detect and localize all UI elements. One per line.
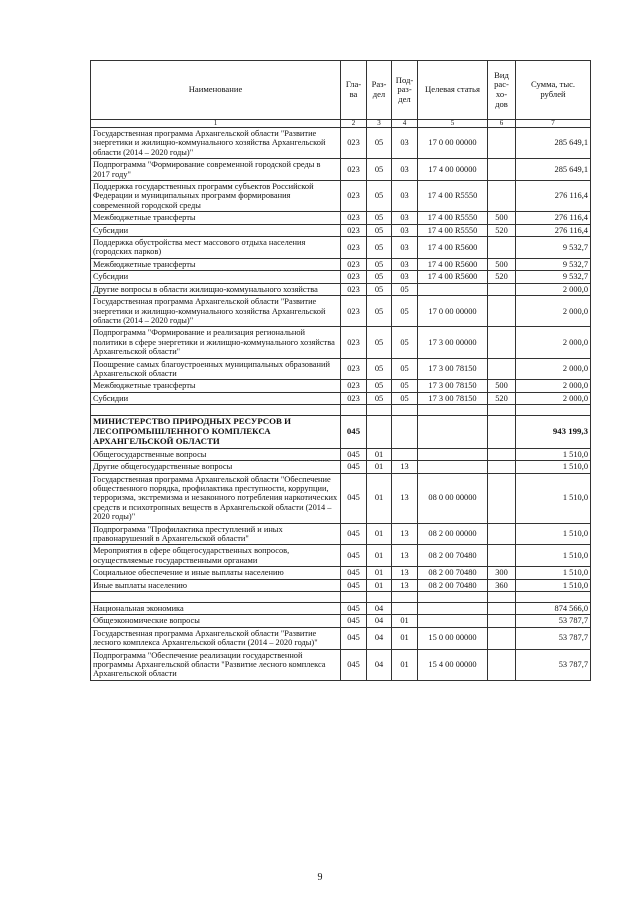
cell-podrazdel: 13	[392, 461, 418, 473]
cell-statya: 17 3 00 78150	[418, 380, 488, 392]
header-podrazdel: Под-раз-дел	[392, 61, 418, 120]
cell-vid	[488, 296, 516, 327]
column-number: 1	[91, 120, 341, 128]
cell-glava: 045	[341, 523, 367, 545]
cell-summa: 1 510,0	[516, 448, 591, 460]
cell-summa: 2 000,0	[516, 380, 591, 392]
cell-glava: 045	[341, 416, 367, 449]
cell-name: МИНИСТЕРСТВО ПРИРОДНЫХ РЕСУРСОВ И ЛЕСОПРОМЫШЛЕННОГО КОМПЛЕКСА АРХАНГЕЛЬСКОЙ ОБЛАСТИ	[91, 416, 341, 449]
cell-glava: 023	[341, 327, 367, 358]
cell-glava: 045	[341, 567, 367, 579]
cell-vid	[488, 545, 516, 567]
column-number: 2	[341, 120, 367, 128]
blank-cell	[367, 405, 392, 416]
blank-cell	[418, 405, 488, 416]
cell-podrazdel	[392, 416, 418, 449]
table-row	[91, 416, 591, 449]
cell-summa: 53 787,7	[516, 649, 591, 680]
table-row	[91, 448, 591, 460]
cell-podrazdel	[392, 448, 418, 460]
budget-table	[90, 60, 591, 681]
column-number: 5	[418, 120, 488, 128]
cell-glava: 045	[341, 545, 367, 567]
cell-summa: 276 116,4	[516, 224, 591, 236]
table-row	[91, 602, 591, 614]
cell-name: Иные выплаты населению	[91, 579, 341, 591]
cell-glava: 023	[341, 380, 367, 392]
cell-statya: 17 3 00 78150	[418, 358, 488, 380]
cell-podrazdel: 03	[392, 212, 418, 224]
cell-statya	[418, 461, 488, 473]
cell-podrazdel: 01	[392, 627, 418, 649]
cell-summa: 1 510,0	[516, 523, 591, 545]
table-row	[91, 473, 591, 523]
cell-podrazdel: 05	[392, 283, 418, 295]
cell-statya: 17 4 00 R5550	[418, 212, 488, 224]
cell-razdel: 05	[367, 358, 392, 380]
blank-cell	[488, 405, 516, 416]
cell-razdel: 05	[367, 392, 392, 404]
cell-vid	[488, 327, 516, 358]
cell-glava: 023	[341, 128, 367, 159]
cell-podrazdel: 03	[392, 159, 418, 181]
column-number: 4	[392, 120, 418, 128]
cell-summa: 1 510,0	[516, 473, 591, 523]
cell-razdel: 05	[367, 212, 392, 224]
cell-summa: 53 787,7	[516, 615, 591, 627]
cell-glava: 045	[341, 602, 367, 614]
cell-podrazdel: 03	[392, 237, 418, 259]
cell-summa: 874 566,0	[516, 602, 591, 614]
cell-vid	[488, 358, 516, 380]
cell-name: Государственная программа Архангельской области "Развитие энергетики и жилищно-коммунального хозяйства Архангельской области (2014 – 2020 годы)"	[91, 296, 341, 327]
cell-glava: 023	[341, 358, 367, 380]
cell-statya: 08 2 00 70480	[418, 545, 488, 567]
cell-razdel: 05	[367, 283, 392, 295]
cell-vid	[488, 602, 516, 614]
cell-podrazdel: 05	[392, 327, 418, 358]
cell-razdel: 04	[367, 649, 392, 680]
blank-row	[91, 405, 591, 416]
header-name: Наименование	[91, 61, 341, 120]
cell-vid: 300	[488, 567, 516, 579]
cell-razdel: 01	[367, 461, 392, 473]
cell-name: Государственная программа Архангельской области "Развитие энергетики и жилищно-коммунального хозяйства Архангельской области (2014 – 2020 годы)"	[91, 128, 341, 159]
cell-summa: 2 000,0	[516, 296, 591, 327]
cell-glava: 023	[341, 237, 367, 259]
cell-summa: 1 510,0	[516, 461, 591, 473]
cell-razdel: 05	[367, 128, 392, 159]
cell-vid	[488, 416, 516, 449]
cell-razdel: 01	[367, 545, 392, 567]
cell-vid	[488, 159, 516, 181]
cell-statya: 08 2 00 70480	[418, 579, 488, 591]
header-vid: Вид рас-хо-дов	[488, 61, 516, 120]
table-row	[91, 271, 591, 283]
cell-razdel: 05	[367, 271, 392, 283]
cell-razdel: 04	[367, 602, 392, 614]
cell-name: Национальная экономика	[91, 602, 341, 614]
cell-name: Мероприятия в сфере общегосударственных вопросов, осуществляемые государственными органами	[91, 545, 341, 567]
cell-glava: 023	[341, 181, 367, 212]
cell-razdel: 01	[367, 579, 392, 591]
column-number: 6	[488, 120, 516, 128]
cell-podrazdel: 05	[392, 392, 418, 404]
cell-glava: 045	[341, 579, 367, 591]
cell-name: Подпрограмма "Формирование современной городской среды в 2017 году"	[91, 159, 341, 181]
cell-razdel: 01	[367, 523, 392, 545]
table-row	[91, 615, 591, 627]
blank-cell	[392, 405, 418, 416]
cell-vid	[488, 128, 516, 159]
cell-podrazdel	[392, 602, 418, 614]
cell-razdel: 05	[367, 296, 392, 327]
cell-podrazdel: 01	[392, 615, 418, 627]
table-row	[91, 181, 591, 212]
cell-summa: 1 510,0	[516, 567, 591, 579]
table-row	[91, 258, 591, 270]
cell-summa: 2 000,0	[516, 358, 591, 380]
column-number-row	[91, 120, 591, 128]
cell-glava: 023	[341, 392, 367, 404]
cell-glava: 023	[341, 212, 367, 224]
cell-summa: 276 116,4	[516, 181, 591, 212]
blank-cell	[516, 405, 591, 416]
header-glava: Гла-ва	[341, 61, 367, 120]
cell-vid	[488, 283, 516, 295]
table-row	[91, 159, 591, 181]
cell-glava: 023	[341, 271, 367, 283]
cell-podrazdel: 13	[392, 523, 418, 545]
cell-statya	[418, 283, 488, 295]
cell-podrazdel: 03	[392, 258, 418, 270]
blank-row	[91, 591, 591, 602]
cell-vid	[488, 473, 516, 523]
cell-summa: 2 000,0	[516, 327, 591, 358]
cell-name: Социальное обеспечение и иные выплаты населению	[91, 567, 341, 579]
cell-glava: 045	[341, 627, 367, 649]
page-number: 9	[317, 872, 323, 883]
cell-name: Общеэкономические вопросы	[91, 615, 341, 627]
cell-razdel: 05	[367, 258, 392, 270]
cell-podrazdel: 13	[392, 473, 418, 523]
table-row	[91, 224, 591, 236]
cell-statya	[418, 448, 488, 460]
cell-summa: 1 510,0	[516, 579, 591, 591]
cell-summa: 2 000,0	[516, 283, 591, 295]
cell-name: Другие вопросы в области жилищно-коммунального хозяйства	[91, 283, 341, 295]
cell-name: Субсидии	[91, 224, 341, 236]
cell-razdel: 01	[367, 448, 392, 460]
cell-glava: 023	[341, 224, 367, 236]
cell-name: Субсидии	[91, 392, 341, 404]
cell-podrazdel: 13	[392, 579, 418, 591]
cell-glava: 023	[341, 283, 367, 295]
cell-glava: 023	[341, 159, 367, 181]
table-row	[91, 579, 591, 591]
cell-glava: 045	[341, 615, 367, 627]
blank-cell	[392, 591, 418, 602]
cell-razdel: 05	[367, 327, 392, 358]
cell-razdel: 01	[367, 567, 392, 579]
cell-name: Межбюджетные трансферты	[91, 258, 341, 270]
cell-statya: 17 3 00 00000	[418, 327, 488, 358]
cell-vid: 500	[488, 380, 516, 392]
cell-glava: 045	[341, 448, 367, 460]
cell-glava: 023	[341, 258, 367, 270]
cell-podrazdel: 05	[392, 296, 418, 327]
table-row	[91, 358, 591, 380]
table-row	[91, 237, 591, 259]
cell-statya	[418, 602, 488, 614]
cell-podrazdel: 03	[392, 224, 418, 236]
cell-vid: 520	[488, 392, 516, 404]
cell-statya: 17 4 00 00000	[418, 159, 488, 181]
cell-statya: 17 3 00 78150	[418, 392, 488, 404]
cell-podrazdel: 13	[392, 567, 418, 579]
cell-razdel: 01	[367, 473, 392, 523]
cell-statya: 15 0 00 00000	[418, 627, 488, 649]
blank-cell	[341, 405, 367, 416]
cell-summa: 285 649,1	[516, 128, 591, 159]
cell-summa: 9 532,7	[516, 258, 591, 270]
blank-cell	[341, 591, 367, 602]
cell-razdel: 04	[367, 615, 392, 627]
cell-statya: 17 4 00 R5600	[418, 258, 488, 270]
cell-podrazdel: 05	[392, 358, 418, 380]
cell-vid	[488, 237, 516, 259]
cell-name: Поощрение самых благоустроенных муниципальных образований Архангельской области	[91, 358, 341, 380]
blank-cell	[516, 591, 591, 602]
cell-summa: 1 510,0	[516, 545, 591, 567]
cell-vid: 500	[488, 212, 516, 224]
cell-podrazdel: 13	[392, 545, 418, 567]
cell-vid: 500	[488, 258, 516, 270]
cell-razdel	[367, 416, 392, 449]
cell-vid	[488, 615, 516, 627]
cell-vid: 520	[488, 271, 516, 283]
header-statya: Целевая статья	[418, 61, 488, 120]
cell-statya: 17 4 00 R5550	[418, 181, 488, 212]
cell-statya: 08 0 00 00000	[418, 473, 488, 523]
table-row	[91, 627, 591, 649]
table-row	[91, 567, 591, 579]
table-row	[91, 461, 591, 473]
cell-statya: 08 2 00 00000	[418, 523, 488, 545]
cell-name: Поддержка обустройства мест массового отдыха населения (городских парков)	[91, 237, 341, 259]
cell-summa: 2 000,0	[516, 392, 591, 404]
cell-name: Межбюджетные трансферты	[91, 380, 341, 392]
blank-cell	[91, 405, 341, 416]
cell-glava: 045	[341, 461, 367, 473]
cell-name: Субсидии	[91, 271, 341, 283]
table-row	[91, 649, 591, 680]
table-row	[91, 128, 591, 159]
cell-name: Подпрограмма "Обеспечение реализации государственной программы Архангельской области "Развитие лесного комплекса Архангельской области	[91, 649, 341, 680]
table-row	[91, 327, 591, 358]
header-summa: Сумма, тыс. рублей	[516, 61, 591, 120]
cell-razdel: 05	[367, 224, 392, 236]
cell-name: Общегосударственные вопросы	[91, 448, 341, 460]
header-razdel: Раз-дел	[367, 61, 392, 120]
cell-statya: 17 4 00 R5550	[418, 224, 488, 236]
cell-summa: 9 532,7	[516, 237, 591, 259]
blank-cell	[488, 591, 516, 602]
cell-vid	[488, 461, 516, 473]
cell-vid	[488, 448, 516, 460]
cell-razdel: 05	[367, 380, 392, 392]
column-number: 7	[516, 120, 591, 128]
header-row	[91, 61, 591, 120]
cell-vid: 360	[488, 579, 516, 591]
table-row	[91, 545, 591, 567]
cell-summa: 285 649,1	[516, 159, 591, 181]
cell-name: Подпрограмма "Формирование и реализация региональной политики в сфере энергетики и жилищно-коммунального хозяйства Архангельской области"	[91, 327, 341, 358]
column-number: 3	[367, 120, 392, 128]
cell-podrazdel: 03	[392, 128, 418, 159]
table-row	[91, 380, 591, 392]
cell-razdel: 05	[367, 181, 392, 212]
cell-summa: 53 787,7	[516, 627, 591, 649]
cell-statya: 17 4 00 R5600	[418, 237, 488, 259]
table-row	[91, 392, 591, 404]
blank-cell	[91, 591, 341, 602]
table-row	[91, 212, 591, 224]
cell-name: Государственная программа Архангельской области "Развитие лесного комплекса Архангельской области (2014 – 2020 годы)"	[91, 627, 341, 649]
cell-podrazdel: 05	[392, 380, 418, 392]
table-row	[91, 296, 591, 327]
cell-vid	[488, 627, 516, 649]
cell-statya: 17 0 00 00000	[418, 128, 488, 159]
table-row	[91, 523, 591, 545]
cell-statya: 17 4 00 R5600	[418, 271, 488, 283]
cell-vid	[488, 649, 516, 680]
cell-glava: 045	[341, 473, 367, 523]
cell-summa: 9 532,7	[516, 271, 591, 283]
cell-statya: 08 2 00 70480	[418, 567, 488, 579]
cell-vid	[488, 181, 516, 212]
cell-summa: 943 199,3	[516, 416, 591, 449]
cell-name: Поддержка государственных программ субъектов Российской Федерации и муниципальных программ формирования современной городской среды	[91, 181, 341, 212]
table-body	[91, 128, 591, 681]
cell-vid	[488, 523, 516, 545]
cell-statya: 17 0 00 00000	[418, 296, 488, 327]
table-row	[91, 283, 591, 295]
cell-name: Подпрограмма "Профилактика преступлений и иных правонарушений в Архангельской области"	[91, 523, 341, 545]
cell-statya	[418, 615, 488, 627]
blank-cell	[418, 591, 488, 602]
cell-glava: 023	[341, 296, 367, 327]
cell-glava: 045	[341, 649, 367, 680]
cell-podrazdel: 03	[392, 181, 418, 212]
cell-podrazdel: 01	[392, 649, 418, 680]
cell-name: Другие общегосударственные вопросы	[91, 461, 341, 473]
cell-razdel: 04	[367, 627, 392, 649]
cell-razdel: 05	[367, 159, 392, 181]
cell-statya	[418, 416, 488, 449]
cell-razdel: 05	[367, 237, 392, 259]
cell-vid: 520	[488, 224, 516, 236]
blank-cell	[367, 591, 392, 602]
cell-name: Государственная программа Архангельской области "Обеспечение общественного порядка, профилактика преступности, коррупции, терроризма, экстремизма и незаконного потребления наркотических средств и психотропных веществ в Архангельской области (2014 – 2020 годы)"	[91, 473, 341, 523]
cell-summa: 276 116,4	[516, 212, 591, 224]
cell-statya: 15 4 00 00000	[418, 649, 488, 680]
cell-name: Межбюджетные трансферты	[91, 212, 341, 224]
cell-podrazdel: 03	[392, 271, 418, 283]
